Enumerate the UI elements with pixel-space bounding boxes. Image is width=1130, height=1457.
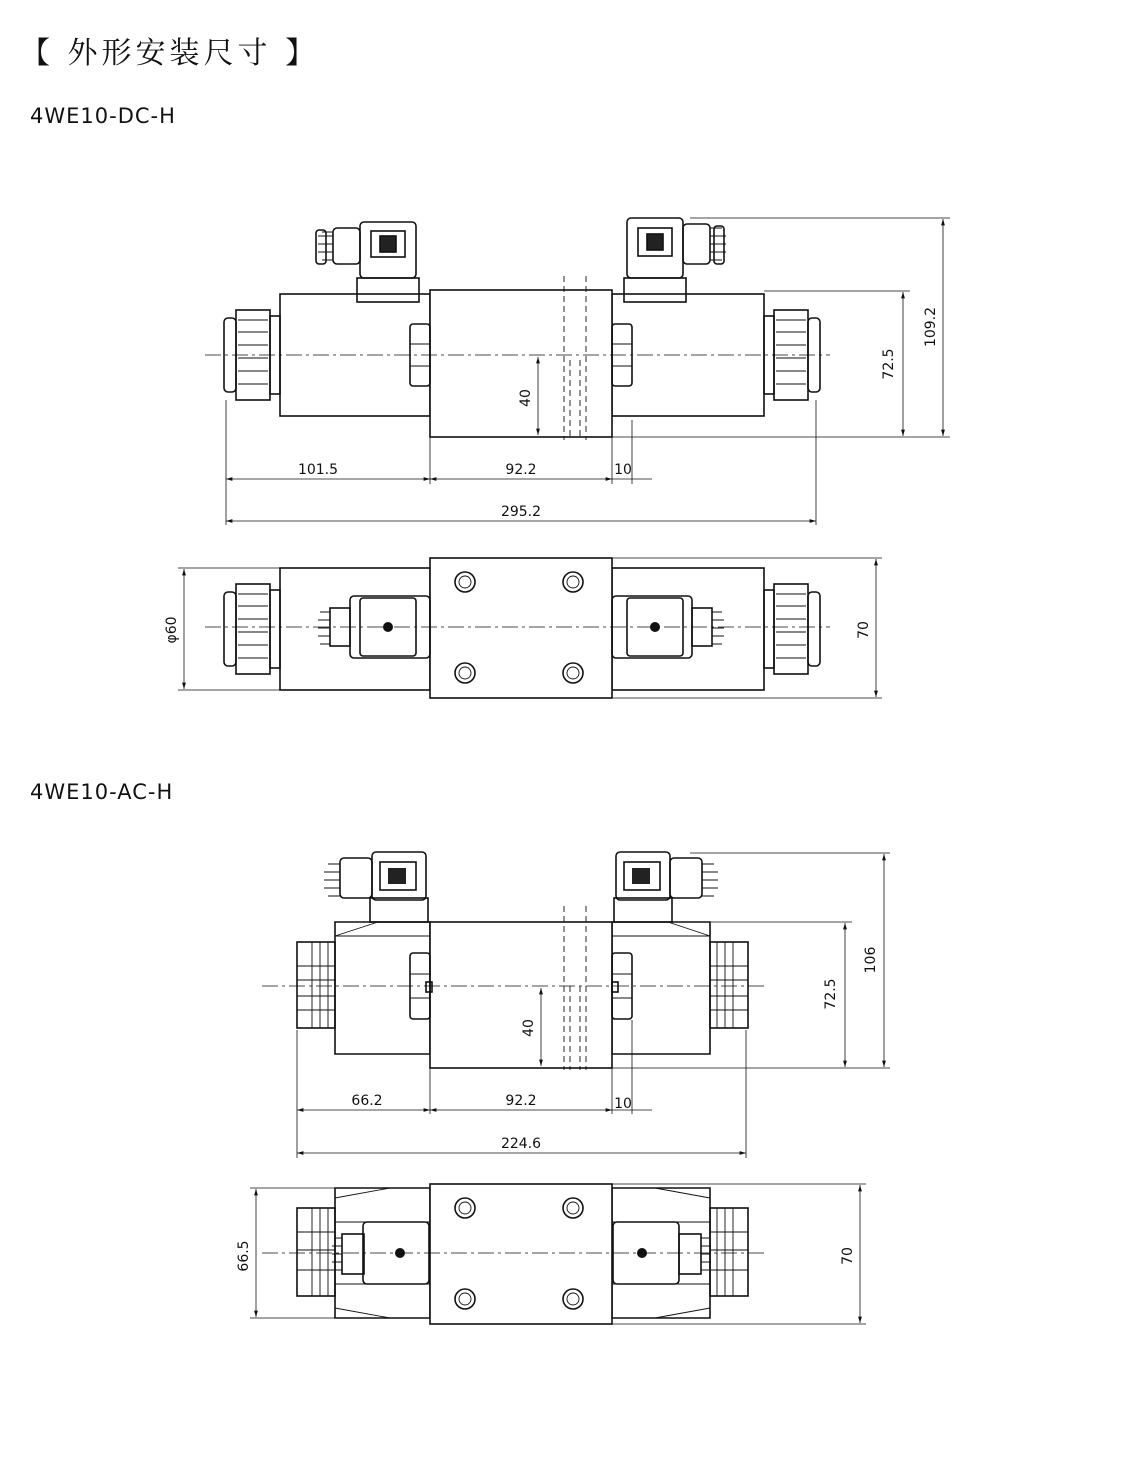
dim-dc-overall-len: 295.2 — [500, 504, 542, 520]
dim-ac-body-height: 72.5 — [823, 978, 839, 1010]
dim-ac-left-len: 66.2 — [351, 1093, 383, 1109]
dc-top-view — [205, 558, 830, 698]
dim-dc-body-len: 92.2 — [505, 462, 537, 478]
dim-ac-coil-width: 66.5 — [236, 1240, 252, 1272]
dim-dc-body-height: 72.5 — [881, 348, 897, 380]
dc-front-right-connector — [624, 218, 726, 302]
dim-ac-offset: 10 — [614, 1096, 632, 1112]
ac-front-view — [262, 852, 765, 1070]
model-label-ac: 4WE10-AC-H — [30, 780, 174, 804]
model-label-dc: 4WE10-DC-H — [30, 104, 176, 128]
dim-ac-center-height: 40 — [521, 1019, 537, 1037]
dim-ac-overall-height: 106 — [863, 946, 879, 974]
page-title: 【 外形安装尺寸 】 — [20, 36, 320, 71]
ac-top-view — [262, 1184, 765, 1324]
dim-dc-left-len: 101.5 — [297, 462, 339, 478]
dim-dc-overall-height: 109.2 — [923, 306, 939, 348]
dim-ac-overall-len: 224.6 — [500, 1136, 542, 1152]
dim-ac-body-len: 92.2 — [505, 1093, 537, 1109]
dim-dc-plan-width: 70 — [856, 621, 872, 639]
dim-dc-coil-diameter: φ60 — [164, 616, 180, 644]
dim-dc-center-height: 40 — [518, 389, 534, 407]
dim-ac-plan-width: 70 — [840, 1247, 856, 1265]
dc-front-left-connector — [316, 222, 419, 302]
dim-dc-offset: 10 — [614, 462, 632, 478]
